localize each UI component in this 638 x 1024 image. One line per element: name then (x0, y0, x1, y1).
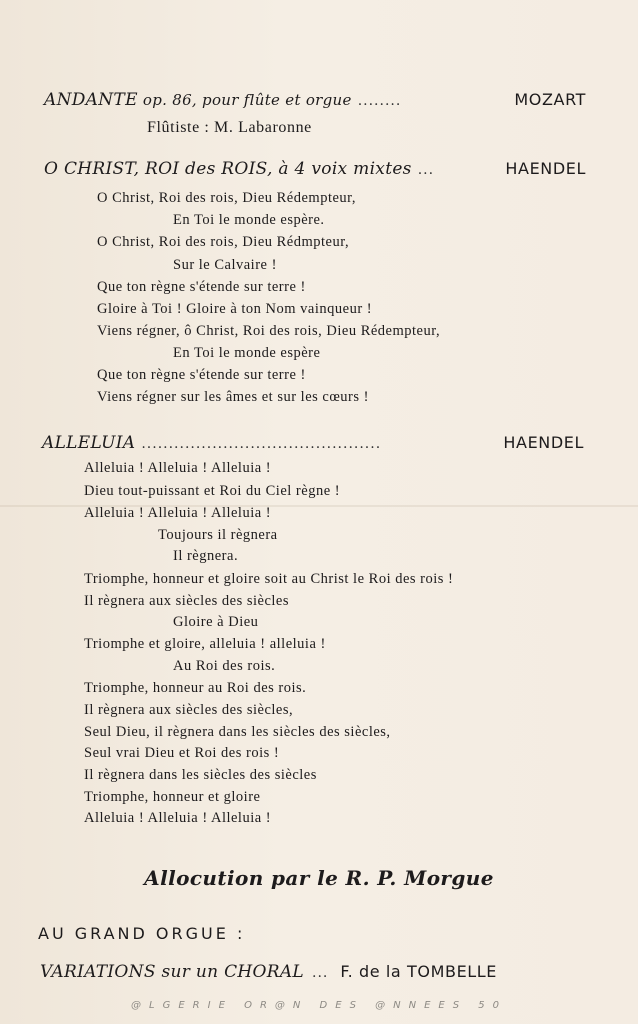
christ-line: Que ton règne s'étende sur terre ! (97, 279, 306, 295)
alleluia-line: Alleluia ! Alleluia ! Alleluia ! (84, 505, 272, 521)
christ-line: Gloire à Toi ! Gloire à ton Nom vainqueur ! (97, 301, 373, 317)
variations-heading (40, 962, 582, 982)
alleluia-line: Seul vrai Dieu et Roi des rois ! (84, 745, 280, 761)
alleluia-line: Il règnera. (173, 548, 239, 564)
christ-title-rest: , à 4 voix mixtes (267, 159, 412, 179)
variations-title (40, 962, 304, 982)
alleluia-line: Il règnera dans les siècles des siècles (84, 767, 317, 783)
christ-line: En Toi le monde espère (173, 345, 321, 361)
variations-title-main: VARIATIONS (40, 962, 156, 982)
andante-title-rest: op. 86, pour flûte et orgue (137, 91, 352, 109)
andante-title-main: ANDANTE (44, 90, 138, 110)
alleluia-line: Toujours il règnera (158, 527, 278, 543)
alleluia-line: Dieu tout-puissant et Roi du Ciel règne ! (84, 483, 341, 499)
christ-line: Sur le Calvaire ! (173, 257, 277, 273)
christ-line: Viens régner sur les âmes et sur les cœurs ! (97, 389, 369, 405)
alleluia-line: Triomphe, honneur et gloire (84, 789, 261, 805)
alleluia-line: Triomphe, honneur au Roi des rois. (84, 680, 307, 696)
christ-heading (44, 159, 586, 179)
organ-heading: AU GRAND ORGUE : (38, 924, 246, 943)
alleluia-line: Seul Dieu, il règnera dans les siècles des siècles, (84, 724, 391, 740)
andante-title (44, 90, 352, 110)
christ-line: O Christ, Roi des rois, Dieu Rédempteur, (97, 190, 357, 206)
andante-dots: ........ (357, 93, 402, 109)
variations-dots: ... (312, 965, 329, 981)
alleluia-line: Alleluia ! Alleluia ! Alleluia ! (84, 810, 272, 826)
variations-composer: F. de la TOMBELLE (340, 962, 498, 981)
alleluia-line: Au Roi des rois. (173, 658, 276, 674)
alleluia-line: Alleluia ! Alleluia ! Alleluia ! (84, 460, 272, 476)
variations-title-rest: sur un CHORAL (155, 962, 305, 982)
christ-line: Viens régner, ô Christ, Roi des rois, Dieu Rédempteur, (97, 323, 441, 339)
andante-composer: MOZART (514, 90, 586, 109)
alleluia-line: Il règnera aux siècles des siècles, (84, 702, 294, 718)
alleluia-title: ALLELUIA (42, 433, 136, 453)
christ-title (44, 159, 412, 179)
allocution-heading: Allocution par le R. P. Morgue (144, 866, 494, 890)
christ-composer: HAENDEL (505, 159, 586, 178)
christ-line: Que ton règne s'étende sur terre ! (97, 367, 306, 383)
alleluia-dots: ............................................ (141, 436, 382, 452)
andante-heading (44, 90, 586, 110)
christ-dots: ... (417, 162, 435, 178)
watermark: @LGERIE OR@N DES @NNEES 50 (131, 1000, 507, 1011)
alleluia-line: Il règnera aux siècles des siècles (84, 593, 290, 609)
alleluia-line: Gloire à Dieu (173, 614, 259, 630)
alleluia-heading (42, 433, 584, 453)
alleluia-line: Triomphe et gloire, alleluia ! alleluia ! (84, 636, 326, 652)
christ-line: O Christ, Roi des rois, Dieu Rédmpteur, (97, 234, 350, 250)
andante-flutist: Flûtiste : M. Labaronne (147, 119, 312, 136)
christ-title-main: O CHRIST, ROI des ROIS (44, 159, 268, 179)
alleluia-line: Triomphe, honneur et gloire soit au Christ le Roi des rois ! (84, 571, 454, 587)
christ-line: En Toi le monde espère. (173, 212, 325, 228)
alleluia-composer: HAENDEL (503, 433, 584, 452)
